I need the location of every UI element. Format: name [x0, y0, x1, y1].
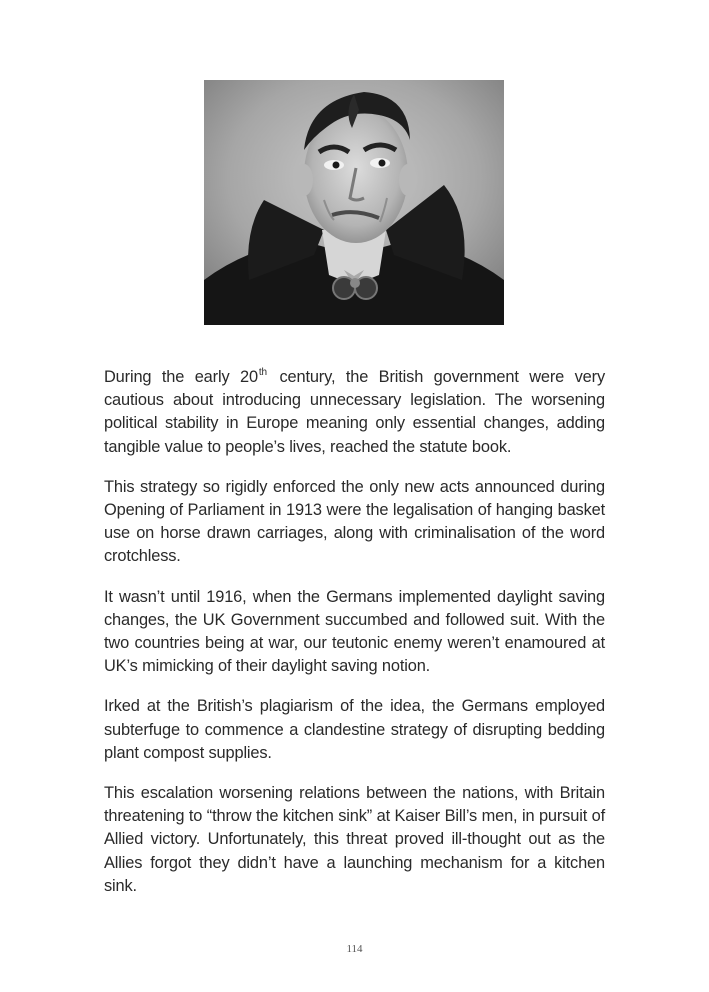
portrait-illustration — [204, 80, 504, 325]
paragraph-5: This escalation worsening relations between the nations, with Britain threatening to “throw the kitchen sink” at Kaiser Bill’s men, in pursuit of Allied victory. Unfortunately, this threat proved ill-thought out as the Allies forgot they didn’t have a launching mechanism for a kitchen sink. — [104, 784, 605, 895]
paragraph-1-start: During the early 20 — [104, 368, 258, 386]
page-number: 114 — [346, 943, 363, 955]
photo-caped-man — [204, 80, 504, 325]
paragraph-2: This strategy so rigidly enforced the only new acts announced during Opening of Parliament in 1913 were the legalisation of hanging basket use on horse drawn carriages, along with criminalisation of the word crotchless. — [104, 477, 605, 566]
paragraph-3: It wasn’t until 1916, when the Germans implemented daylight saving changes, the UK Government succumbed and followed suit. With the two countries being at war, our teutonic enemy weren’t enamoured at UK’s mimicking of their daylight saving notion. — [104, 587, 605, 676]
superscript-th: th — [258, 367, 267, 378]
paragraph-4: Irked at the British’s plagiarism of the idea, the Germans employed subterfuge to commence a clandestine strategy of disrupting bedding plant compost supplies. — [104, 697, 605, 762]
body-text — [104, 366, 605, 915]
paragraph-1 — [104, 366, 605, 459]
paragraph-1-rest: century, the British government were very cautious about introducing unnecessary legislation. The worsening political stability in Europe meaning only essential changes, adding tangible value to people’s lives, reached the statute book. — [104, 368, 606, 456]
